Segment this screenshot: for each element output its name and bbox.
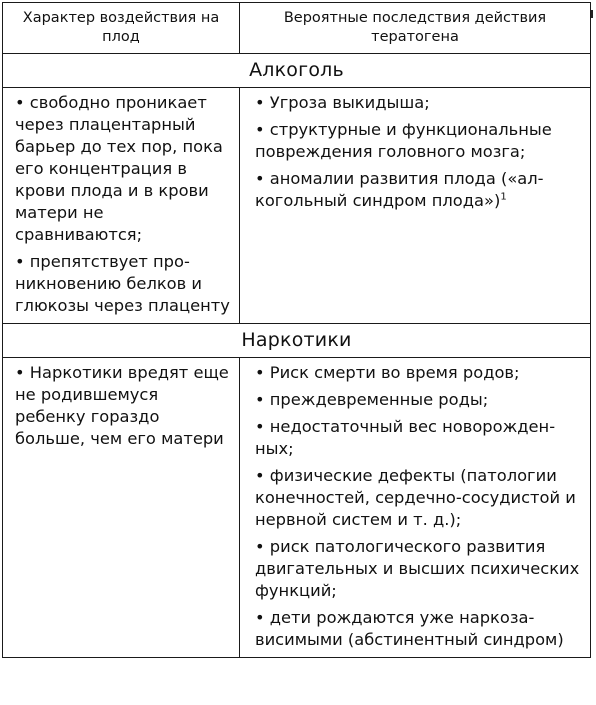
drugs-consequence-cell xyxy=(240,358,591,658)
list-item: • свободно проникает через плацентарный барьер до тех пор, пока его концентрация в крови плода и в крови матери не сравниваются; xyxy=(15,93,223,244)
teratogen-table xyxy=(2,2,591,658)
section-row-alcohol xyxy=(3,54,591,88)
list-item: • структурные и функциональные повреждения головного мозга; xyxy=(255,120,552,161)
alcohol-consequence-cell xyxy=(240,88,591,324)
list-item: • физические дефекты (патологии конечностей, сердечно-сосудистой и нервной систем и т. д.); xyxy=(255,466,576,529)
drugs-effect-cell xyxy=(3,358,240,658)
table-header-row xyxy=(3,3,591,54)
section-row-drugs xyxy=(3,324,591,358)
footnote-marker: 1 xyxy=(500,191,507,203)
list-item-text: • аномалии развития плода («алкогольный синдром плода») xyxy=(255,169,544,210)
header-consequences: Вероятные последствия действия тератогена xyxy=(240,3,591,54)
list-item: • Наркотики вредят еще не родившемуся ребенку гораздо больше, чем его матери xyxy=(15,363,229,448)
section-title-drugs: Наркотики xyxy=(3,324,591,358)
list-item: • Риск смерти во время родов; xyxy=(255,363,520,382)
page-edge-mark xyxy=(591,10,596,18)
list-item xyxy=(255,168,584,212)
list-item: • препятствует проникновению белков и глюкозы через плаценту xyxy=(15,252,230,315)
list-item: • Угроза выкидыша; xyxy=(255,93,430,112)
list-item: • недостаточный вес новорожденных; xyxy=(255,417,556,458)
table-row-drugs xyxy=(3,358,591,658)
table-row-alcohol xyxy=(3,88,591,324)
alcohol-effect-cell xyxy=(3,88,240,324)
list-item: • преждевременные роды; xyxy=(255,390,489,409)
header-effect-character: Характер воздействия на плод xyxy=(3,3,240,54)
list-item: • дети рождаются уже наркозависимыми (абстинентный синдром) xyxy=(255,608,564,649)
list-item: • риск патологического развития двигательных и высших психических функций; xyxy=(255,537,580,600)
section-title-alcohol: Алкоголь xyxy=(3,54,591,88)
